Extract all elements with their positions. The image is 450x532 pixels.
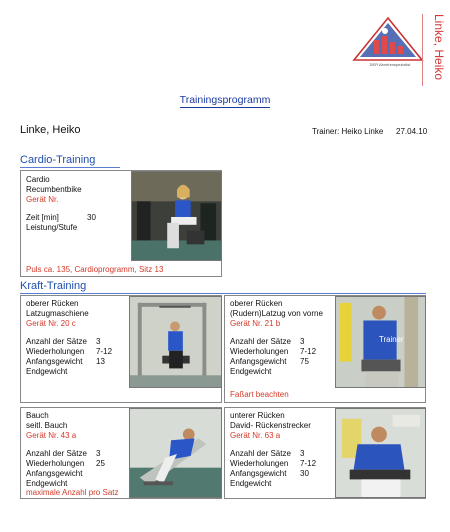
exercise-card-2 [224,295,426,403]
ex3-photo [129,408,222,498]
logo-subtitle: DER Abnehmspezialist [369,62,411,67]
ex3-line2: seitl. Bauch [26,421,68,430]
ex1-wdh: Wiederholungen 7-12 [26,347,113,356]
ex4-line1: unterer Rücken [230,411,285,420]
ex1-anfang: Anfangsgewicht 13 [26,357,105,366]
ex4-anfang: Anfangsgewicht 30 [230,469,309,478]
person-name: Linke, Heiko [20,124,81,136]
cardio-zeit-value: 30 [87,213,96,222]
ex4-end: Endgewicht [230,479,272,488]
exercise-card-3 [20,407,222,499]
ex3-device: Gerät Nr. 43 a [26,431,77,440]
ex2-shirt-text: Trainer [379,334,404,345]
ex1-line1: oberer Rücken [26,299,79,308]
section-cardio-rule [20,167,120,168]
ex2-note: Faßart beachten [230,390,289,399]
club-logo [352,16,424,62]
ex2-photo [335,296,426,388]
cardio-leistung-label: Leistung/Stufe [26,223,78,232]
ex3-note: maximale Anzahl pro Satz [26,488,119,497]
trainer-name: Trainer: Heiko Linke [312,127,384,136]
ex3-saetze: Anzahl der Sätze 3 [26,449,101,458]
section-kraft: Kraft-Training [20,280,87,292]
date: 27.04.10 [396,127,428,136]
cardio-device: Gerät Nr. [26,195,59,204]
ex2-device: Gerät Nr. 21 b [230,319,281,328]
ex1-device: Gerät Nr. 20 c [26,319,76,328]
cardio-line1: Cardio [26,175,50,184]
side-divider [422,14,423,86]
ex4-photo [335,408,426,498]
cardio-zeit-label: Zeit [min] [26,213,59,222]
ex1-photo [129,296,222,388]
ex2-end: Endgewicht [230,367,272,376]
ex2-anfang: Anfangsgewicht 75 [230,357,309,366]
ex1-end: Endgewicht [26,367,68,376]
ex2-wdh: Wiederholungen 7-12 [230,347,317,356]
exercise-card-4 [224,407,426,499]
exercise-card-1 [20,295,222,403]
section-kraft-rule [20,293,426,294]
ex3-wdh: Wiederholungen 25 [26,459,105,468]
ex2-line1: oberer Rücken [230,299,283,308]
ex3-line1: Bauch [26,411,49,420]
ex3-end: Endgewicht [26,479,68,488]
ex4-wdh: Wiederholungen 7-12 [230,459,317,468]
ex2-saetze: Anzahl der Sätze 3 [230,337,305,346]
ex1-line2: Latzugmaschiene [26,309,89,318]
ex2-line2: (Rudern)Latzug von vorne [230,309,323,318]
ex1-saetze: Anzahl der Sätze 3 [26,337,101,346]
ex4-device: Gerät Nr. 63 a [230,431,281,440]
ex3-anfang: Anfangsgewicht [26,469,83,478]
side-person-name: Linke, Heiko [432,14,446,81]
cardio-line2: Recumbentbike [26,185,82,194]
page-title: Trainingsprogramm [179,94,271,106]
cardio-card [20,170,222,277]
cardio-note: Puls ca. 135, Cardioprogramm, Sitz 13 [26,265,164,274]
ex4-saetze: Anzahl der Sätze 3 [230,449,305,458]
cardio-photo [131,171,222,261]
section-cardio: Cardio-Training [20,154,96,166]
ex4-line2: David- Rückenstrecker [230,421,311,430]
